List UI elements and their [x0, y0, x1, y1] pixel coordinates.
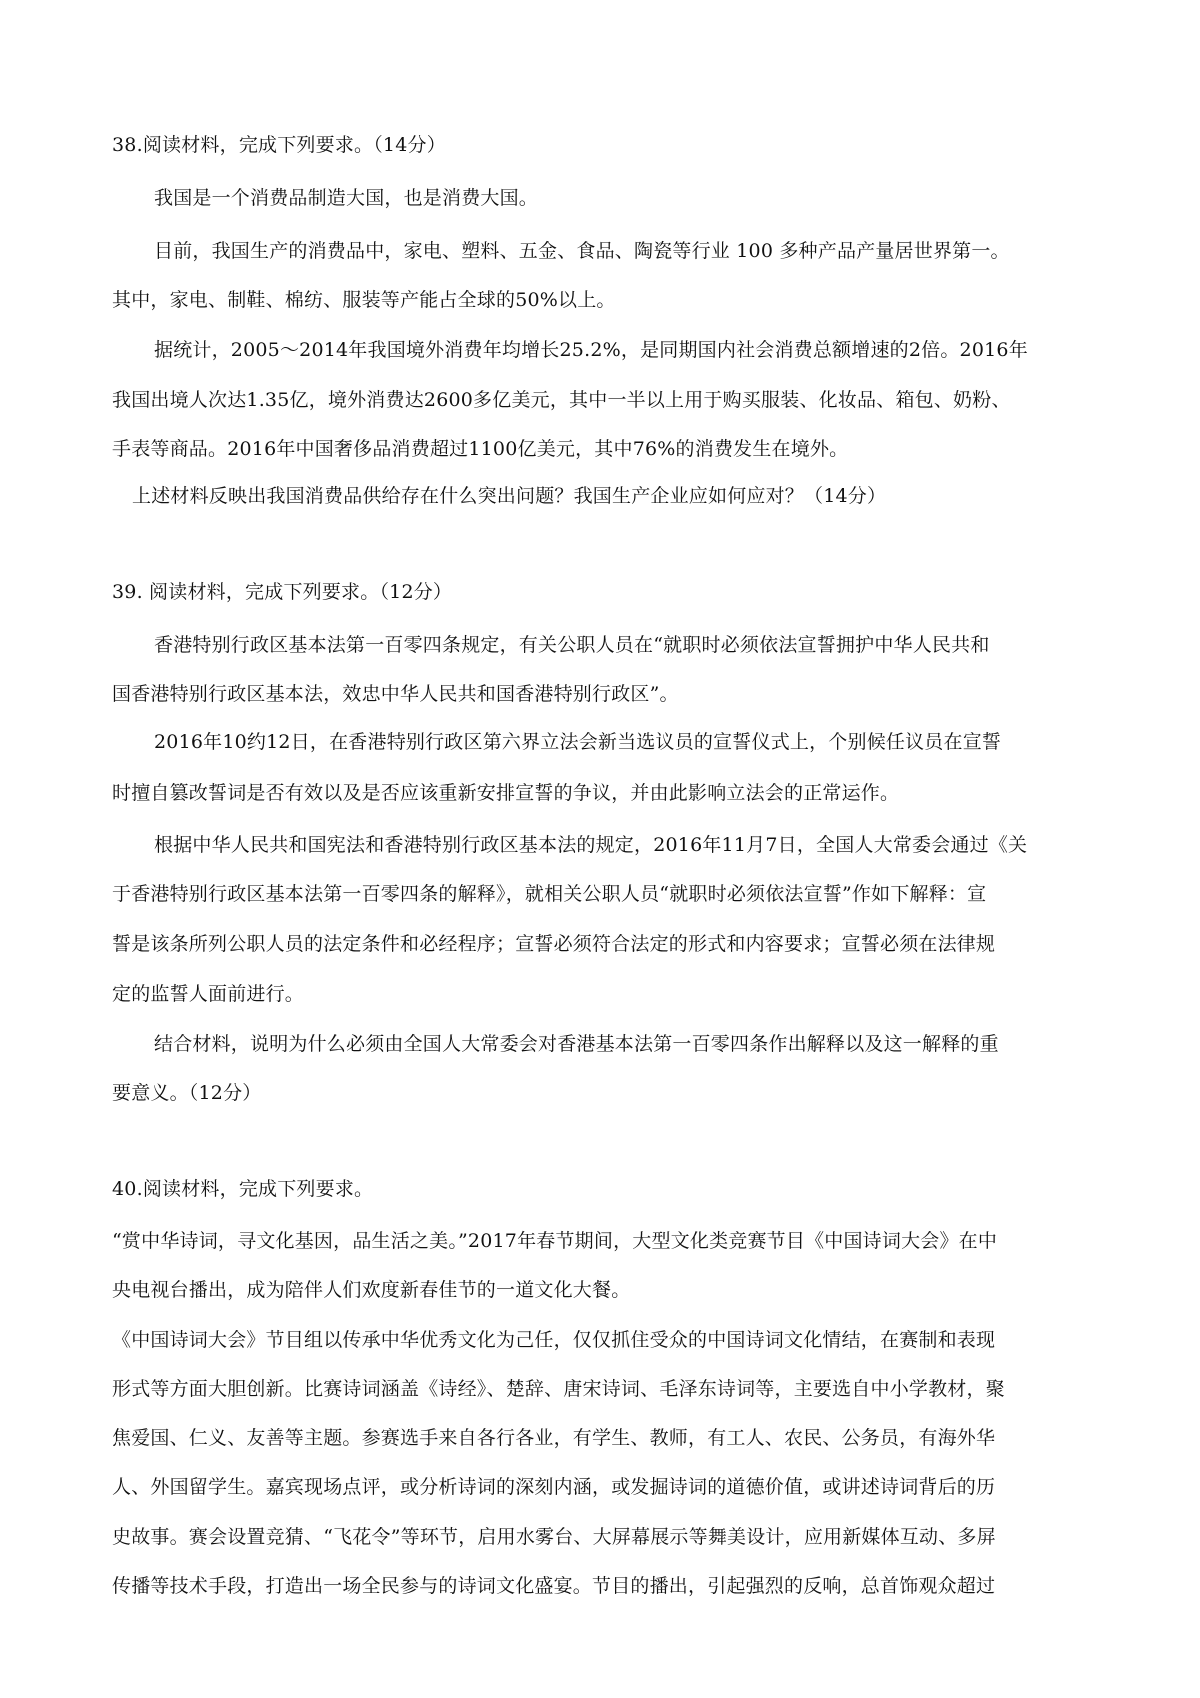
q40-paragraph-2-line-1: 《中国诗词大会》节目组以传承中华优秀文化为己任，仅仅抓住受众的中国诗词文化情结，在赛制和表现 [112, 1329, 996, 1351]
q39-question-line-1: 结合材料，说明为什么必须由全国人大常委会对香港基本法第一百零四条作出解释以及这一解释的重 [154, 1033, 999, 1055]
q40-paragraph-2-line-2: 形式等方面大胆创新。比赛诗词涵盖《诗经》、楚辞、唐宋诗词、毛泽东诗词等，主要选自中小学教材，聚 [112, 1378, 1005, 1400]
q39-paragraph-3-line-1: 根据中华人民共和国宪法和香港特别行政区基本法的规定，2016年11月7日，全国人大常委会通过《关 [154, 834, 1028, 856]
q38-header: 38.阅读材料，完成下列要求。（14分） [112, 134, 446, 156]
q39-paragraph-2-line-1: 2016年10约12日，在香港特别行政区第六界立法会新当选议员的宣誓仪式上，个别候任议员在宣誓 [154, 731, 1002, 753]
q38-paragraph-1: 我国是一个消费品制造大国，也是消费大国。 [154, 187, 539, 209]
q38-paragraph-2-line-1: 目前，我国生产的消费品中，家电、塑料、五金、食品、陶瓷等行业 100 多种产品产量居世界第一。 [154, 240, 1010, 262]
q39-question-line-2: 要意义。（12分） [112, 1082, 262, 1104]
q38-paragraph-2-line-2: 其中，家电、制鞋、棉纺、服装等产能占全球的50%以上。 [112, 289, 616, 311]
q39-paragraph-1-line-2: 国香港特别行政区基本法，效忠中华人民共和国香港特别行政区”。 [112, 683, 679, 705]
q40-paragraph-2-line-6: 传播等技术手段，打造出一场全民参与的诗词文化盛宴。节目的播出，引起强烈的反响，总首饰观众超过 [112, 1575, 996, 1597]
q40-paragraph-2-line-5: 史故事。赛会设置竞猜、“飞花令”等环节，启用水雾台、大屏幕展示等舞美设计，应用新媒体互动、多屏 [112, 1526, 996, 1548]
q39-paragraph-1-line-1: 香港特别行政区基本法第一百零四条规定，有关公职人员在“就职时必须依法宣誓拥护中华人民共和 [154, 634, 990, 656]
q38-question: 上述材料反映出我国消费品供给存在什么突出问题？我国生产企业应如何应对？（14分） [132, 485, 887, 507]
q39-paragraph-3-line-2: 于香港特别行政区基本法第一百零四条的解释》，就相关公职人员“就职时必须依法宣誓”作如下解释：宣 [112, 883, 987, 905]
q38-paragraph-3-line-2: 我国出境人次达1.35亿，境外消费达2600多亿美元，其中一半以上用于购买服装、化妆品、箱包、奶粉、 [112, 389, 1011, 411]
q38-paragraph-3-line-1: 据统计，2005～2014年我国境外消费年均增长25.2%，是同期国内社会消费总额增速的2倍。2016年 [154, 339, 1028, 361]
q39-paragraph-3-line-3: 誓是该条所列公职人员的法定条件和必经程序；宣誓必须符合法定的形式和内容要求；宣誓必须在法律规 [112, 933, 996, 955]
q39-paragraph-2-line-2: 时擅自篡改誓词是否有效以及是否应该重新安排宣誓的争议，并由此影响立法会的正常运作。 [112, 782, 900, 804]
q40-header: 40.阅读材料，完成下列要求。 [112, 1178, 374, 1200]
q39-header: 39. 阅读材料，完成下列要求。（12分） [112, 581, 453, 603]
q39-paragraph-3-line-4: 定的监誓人面前进行。 [112, 983, 305, 1005]
q40-paragraph-1-line-1: “赏中华诗词，寻文化基因，品生活之美。”2017年春节期间，大型文化类竞赛节目《中国诗词大会》在中 [112, 1230, 998, 1252]
q40-paragraph-1-line-2: 央电视台播出，成为陪伴人们欢度新春佳节的一道文化大餐。 [112, 1279, 631, 1301]
q40-paragraph-2-line-4: 人、外国留学生。嘉宾现场点评，或分析诗词的深刻内涵，或发掘诗词的道德价值，或讲述诗词背后的历 [112, 1476, 996, 1498]
q40-paragraph-2-line-3: 焦爱国、仁义、友善等主题。参赛选手来自各行各业，有学生、教师，有工人、农民、公务员，有海外华 [112, 1427, 996, 1449]
q38-paragraph-3-line-3: 手表等商品。2016年中国奢侈品消费超过1100亿美元，其中76%的消费发生在境外。 [112, 438, 849, 460]
